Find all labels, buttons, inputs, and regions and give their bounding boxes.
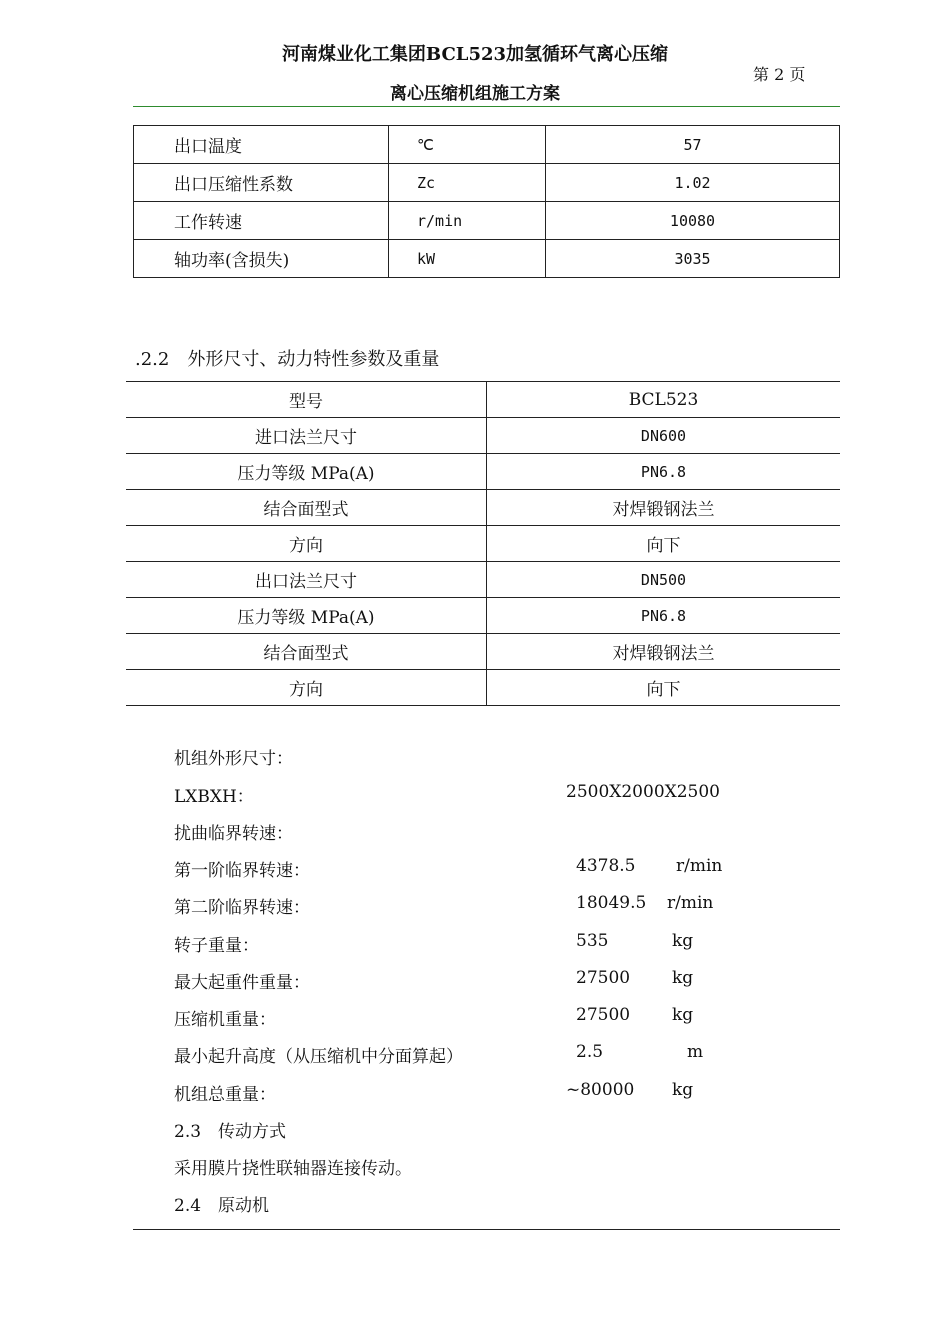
spec-value: PN6.8 [487, 598, 841, 634]
spec-value: 向下 [487, 526, 841, 562]
table-row [126, 562, 840, 598]
spec-value: DN600 [487, 418, 841, 454]
header-rule [133, 106, 840, 107]
param-unit: Zc [389, 164, 546, 202]
spec-key: 压力等级 MPa(A) [126, 454, 487, 490]
param-name: 工作转速 [134, 202, 389, 240]
max-lift-value: 27500 [576, 968, 631, 988]
spec-value: DN500 [487, 562, 841, 598]
second-critical-value: 18049.5 [576, 893, 647, 913]
param-value: 57 [546, 126, 840, 164]
param-name: 出口压缩性系数 [134, 164, 389, 202]
drive-description: 采用膜片挠性联轴器连接传动。 [174, 1159, 412, 1179]
first-critical-value: 4378.5 [576, 856, 636, 876]
table-row [126, 598, 840, 634]
lift-height-value: 2.5 [576, 1042, 604, 1062]
table-row [126, 634, 840, 670]
param-value: 1.02 [546, 164, 840, 202]
spec-key: 型号 [126, 382, 487, 418]
outline-title: 机组外形尺寸： [174, 749, 293, 769]
total-weight-unit: kg [672, 1080, 694, 1100]
spec-key: 结合面型式 [126, 634, 487, 670]
first-critical-label: 第一阶临界转速： [174, 861, 310, 881]
spec-value: 对焊锻钢法兰 [487, 634, 841, 670]
performance-table [133, 125, 840, 278]
header-title-line1: 河南煤业化工集团BCL523加氢循环气离心压缩 [281, 44, 669, 65]
param-value: 3035 [546, 240, 840, 278]
table-row [126, 418, 840, 454]
lxbxh-label: LXBXH： [174, 787, 254, 807]
lift-height-unit: m [687, 1042, 704, 1062]
param-unit: kW [389, 240, 546, 278]
lxbxh-value: 2500X2000X2500 [566, 782, 720, 802]
section-heading-2-4: 2.4 原动机 [174, 1196, 270, 1216]
table-row [134, 164, 840, 202]
param-name: 轴功率(含损失) [134, 240, 389, 278]
table-row [126, 526, 840, 562]
max-lift-label: 最大起重件重量： [174, 973, 310, 993]
compressor-weight-unit: kg [672, 1005, 694, 1025]
table-row [126, 670, 840, 706]
table-row [126, 490, 840, 526]
footer-rule [133, 1229, 840, 1230]
spec-value: 对焊锻钢法兰 [487, 490, 841, 526]
critical-speed-title: 扰曲临界转速： [174, 824, 293, 844]
param-name: 出口温度 [134, 126, 389, 164]
table-row [126, 454, 840, 490]
section-heading-2-3: 2.3 传动方式 [174, 1122, 287, 1142]
header-title-line2: 离心压缩机组施工方案 [390, 84, 560, 104]
dimensions-table [126, 381, 840, 706]
param-unit: ℃ [389, 126, 546, 164]
spec-key: 结合面型式 [126, 490, 487, 526]
rotor-weight-label: 转子重量： [174, 936, 259, 956]
compressor-weight-label: 压缩机重量： [174, 1010, 276, 1030]
total-weight-label: 机组总重量： [174, 1085, 276, 1105]
spec-value: 向下 [487, 670, 841, 706]
second-critical-unit: r/min [667, 893, 714, 913]
spec-key: 方向 [126, 670, 487, 706]
compressor-weight-value: 27500 [576, 1005, 631, 1025]
table-row [134, 202, 840, 240]
rotor-weight-value: 535 [576, 931, 609, 951]
table-row [126, 382, 840, 418]
spec-key: 进口法兰尺寸 [126, 418, 487, 454]
total-weight-value: ~80000 [566, 1080, 635, 1100]
max-lift-unit: kg [672, 968, 694, 988]
param-value: 10080 [546, 202, 840, 240]
spec-value: BCL523 [487, 382, 841, 418]
page-number: 第 2 页 [753, 65, 806, 84]
lift-height-label: 最小起升高度（从压缩机中分面算起） [174, 1047, 463, 1067]
spec-key: 压力等级 MPa(A) [126, 598, 487, 634]
section-heading-2-2: .2.2 外形尺寸、动力特性参数及重量 [135, 349, 440, 370]
spec-key: 出口法兰尺寸 [126, 562, 487, 598]
second-critical-label: 第二阶临界转速： [174, 898, 310, 918]
rotor-weight-unit: kg [672, 931, 694, 951]
spec-value: PN6.8 [487, 454, 841, 490]
first-critical-unit: r/min [676, 856, 723, 876]
table-row [134, 240, 840, 278]
table-row [134, 126, 840, 164]
spec-key: 方向 [126, 526, 487, 562]
param-unit: r/min [389, 202, 546, 240]
